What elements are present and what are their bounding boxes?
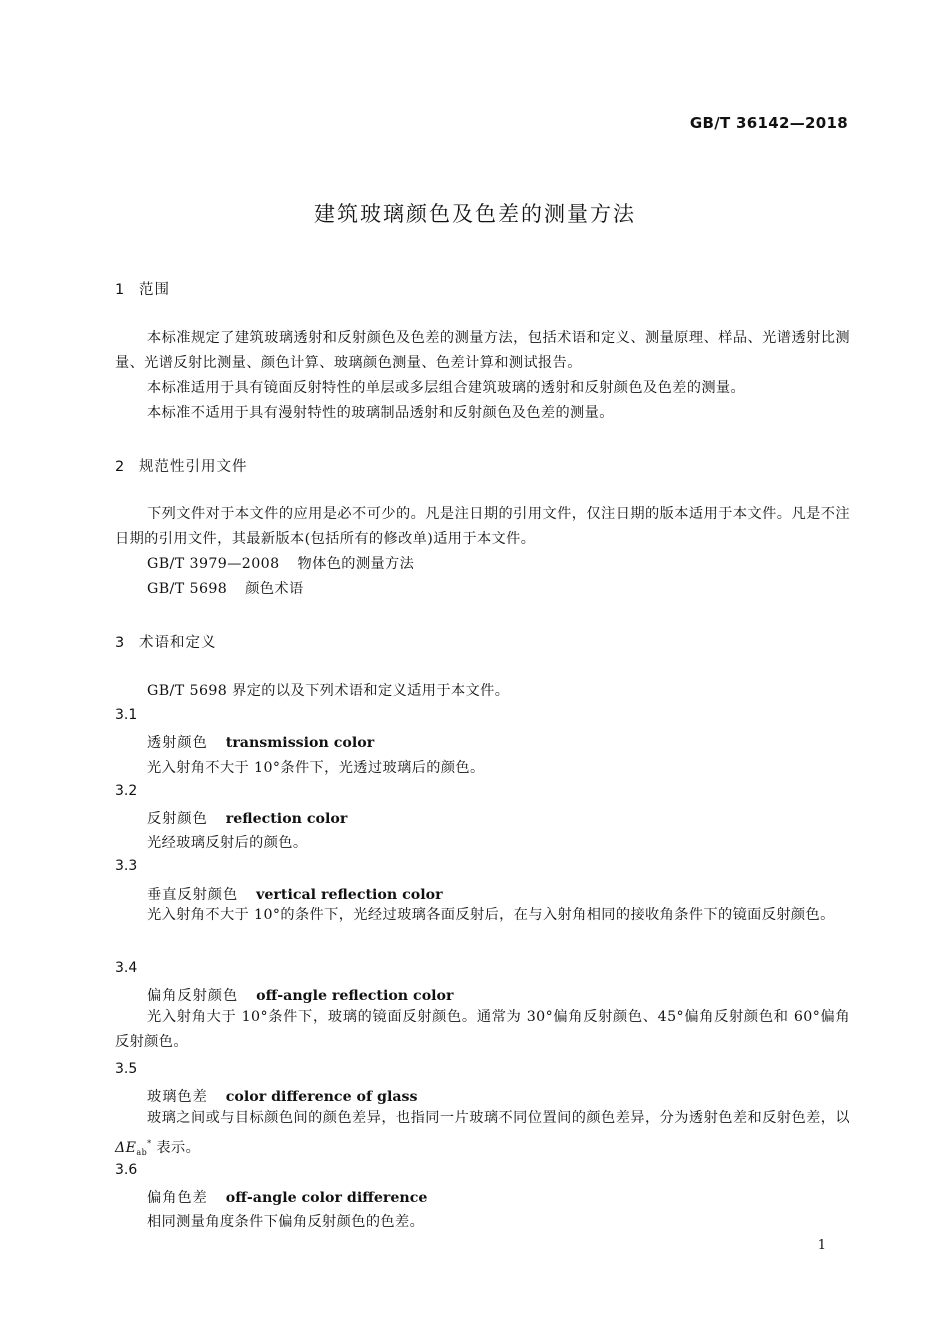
section-title: 术语和定义 [139, 635, 217, 651]
term-en: reflection color [225, 811, 348, 827]
term-definition: 光经玻璃反射后的颜色。 [147, 835, 308, 851]
definition-text: 表示。 [151, 1140, 201, 1156]
clause-number: 3.1 [115, 707, 138, 723]
standard-number: GB/T 36142—2018 [689, 114, 848, 132]
term-en: color difference of glass [225, 1089, 418, 1105]
term-heading [147, 985, 454, 1005]
clause-number: 3.5 [115, 1061, 138, 1077]
clause-number: 3.3 [115, 858, 138, 874]
reference-code: GB/T 3979—2008 [147, 556, 280, 572]
term-heading [147, 884, 443, 904]
section-2-heading [115, 455, 248, 476]
term-heading [147, 808, 347, 828]
references-paragraph: 下列文件对于本文件的应用是必不可少的。凡是注日期的引用文件，仅注日期的版本适用于本文件。凡是不注日期的引用文件，其最新版本(包括所有的修改单)适用于本文件。 [115, 506, 850, 547]
term-en: off-angle reflection color [256, 988, 454, 1004]
term-zh: 垂直反射颜色 [147, 887, 239, 903]
reference-item [147, 578, 304, 598]
term-zh: 反射颜色 [147, 811, 208, 827]
reference-code: GB/T 5698 [147, 581, 228, 597]
term-zh: 偏角反射颜色 [147, 988, 239, 1004]
clause-number: 3.4 [115, 960, 138, 976]
term-zh: 透射颜色 [147, 735, 208, 751]
section-3-heading [115, 631, 217, 652]
reference-item [147, 553, 414, 573]
section-number: 2 [115, 459, 126, 475]
definition-text: 玻璃之间或与目标颜色间的颜色差异，也指同一片玻璃不同位置间的颜色差异，分为透射色差和反射色差，以 [147, 1110, 850, 1126]
clause-number: 3.2 [115, 783, 138, 799]
term-heading [147, 1086, 418, 1106]
term-definition: 光入射角不大于 10°的条件下，光经过玻璃各面反射后，在与入射角相同的接收角条件下的镜面反射颜色。 [147, 907, 835, 923]
section-title: 规范性引用文件 [139, 459, 248, 475]
scope-paragraph-3: 本标准不适用于具有漫射特性的玻璃制品透射和反射颜色及色差的测量。 [147, 405, 614, 421]
section-number: 3 [115, 635, 126, 651]
term-zh: 玻璃色差 [147, 1089, 208, 1105]
term-heading [147, 1187, 427, 1207]
terms-intro: GB/T 5698 界定的以及下列术语和定义适用于本文件。 [147, 683, 510, 699]
page-number: 1 [817, 1238, 826, 1253]
section-number: 1 [115, 282, 126, 298]
term-definition [115, 1106, 850, 1165]
clause-number: 3.6 [115, 1162, 138, 1178]
reference-title: 物体色的测量方法 [297, 556, 415, 572]
symbol-superscript: * [147, 1139, 152, 1148]
symbol-subscript: ab [136, 1148, 148, 1157]
term-heading [147, 732, 374, 752]
term-zh: 偏角色差 [147, 1190, 208, 1206]
document-title: 建筑玻璃颜色及色差的测量方法 [314, 202, 636, 226]
reference-title: 颜色术语 [245, 581, 304, 597]
term-en: off-angle color difference [225, 1190, 428, 1206]
scope-paragraph-2: 本标准适用于具有镜面反射特性的单层或多层组合建筑玻璃的透射和反射颜色及色差的测量。 [147, 380, 746, 396]
term-en: transmission color [225, 735, 375, 751]
section-1-heading [115, 278, 170, 299]
term-en: vertical reflection color [256, 887, 443, 903]
delta-e-symbol: ΔE [115, 1140, 137, 1156]
term-definition: 相同测量角度条件下偏角反射颜色的色差。 [147, 1214, 425, 1230]
term-definition: 光入射角不大于 10°条件下，光透过玻璃后的颜色。 [147, 760, 485, 776]
term-definition: 光入射角大于 10°条件下，玻璃的镜面反射颜色。通常为 30°偏角反射颜色、45°偏角反射颜色和 60°偏角反射颜色。 [115, 1009, 850, 1050]
scope-paragraph-1: 本标准规定了建筑玻璃透射和反射颜色及色差的测量方法，包括术语和定义、测量原理、样品、光谱透射比测量、光谱反射比测量、颜色计算、玻璃颜色测量、色差计算和测试报告。 [115, 330, 850, 371]
section-title: 范围 [139, 282, 170, 298]
